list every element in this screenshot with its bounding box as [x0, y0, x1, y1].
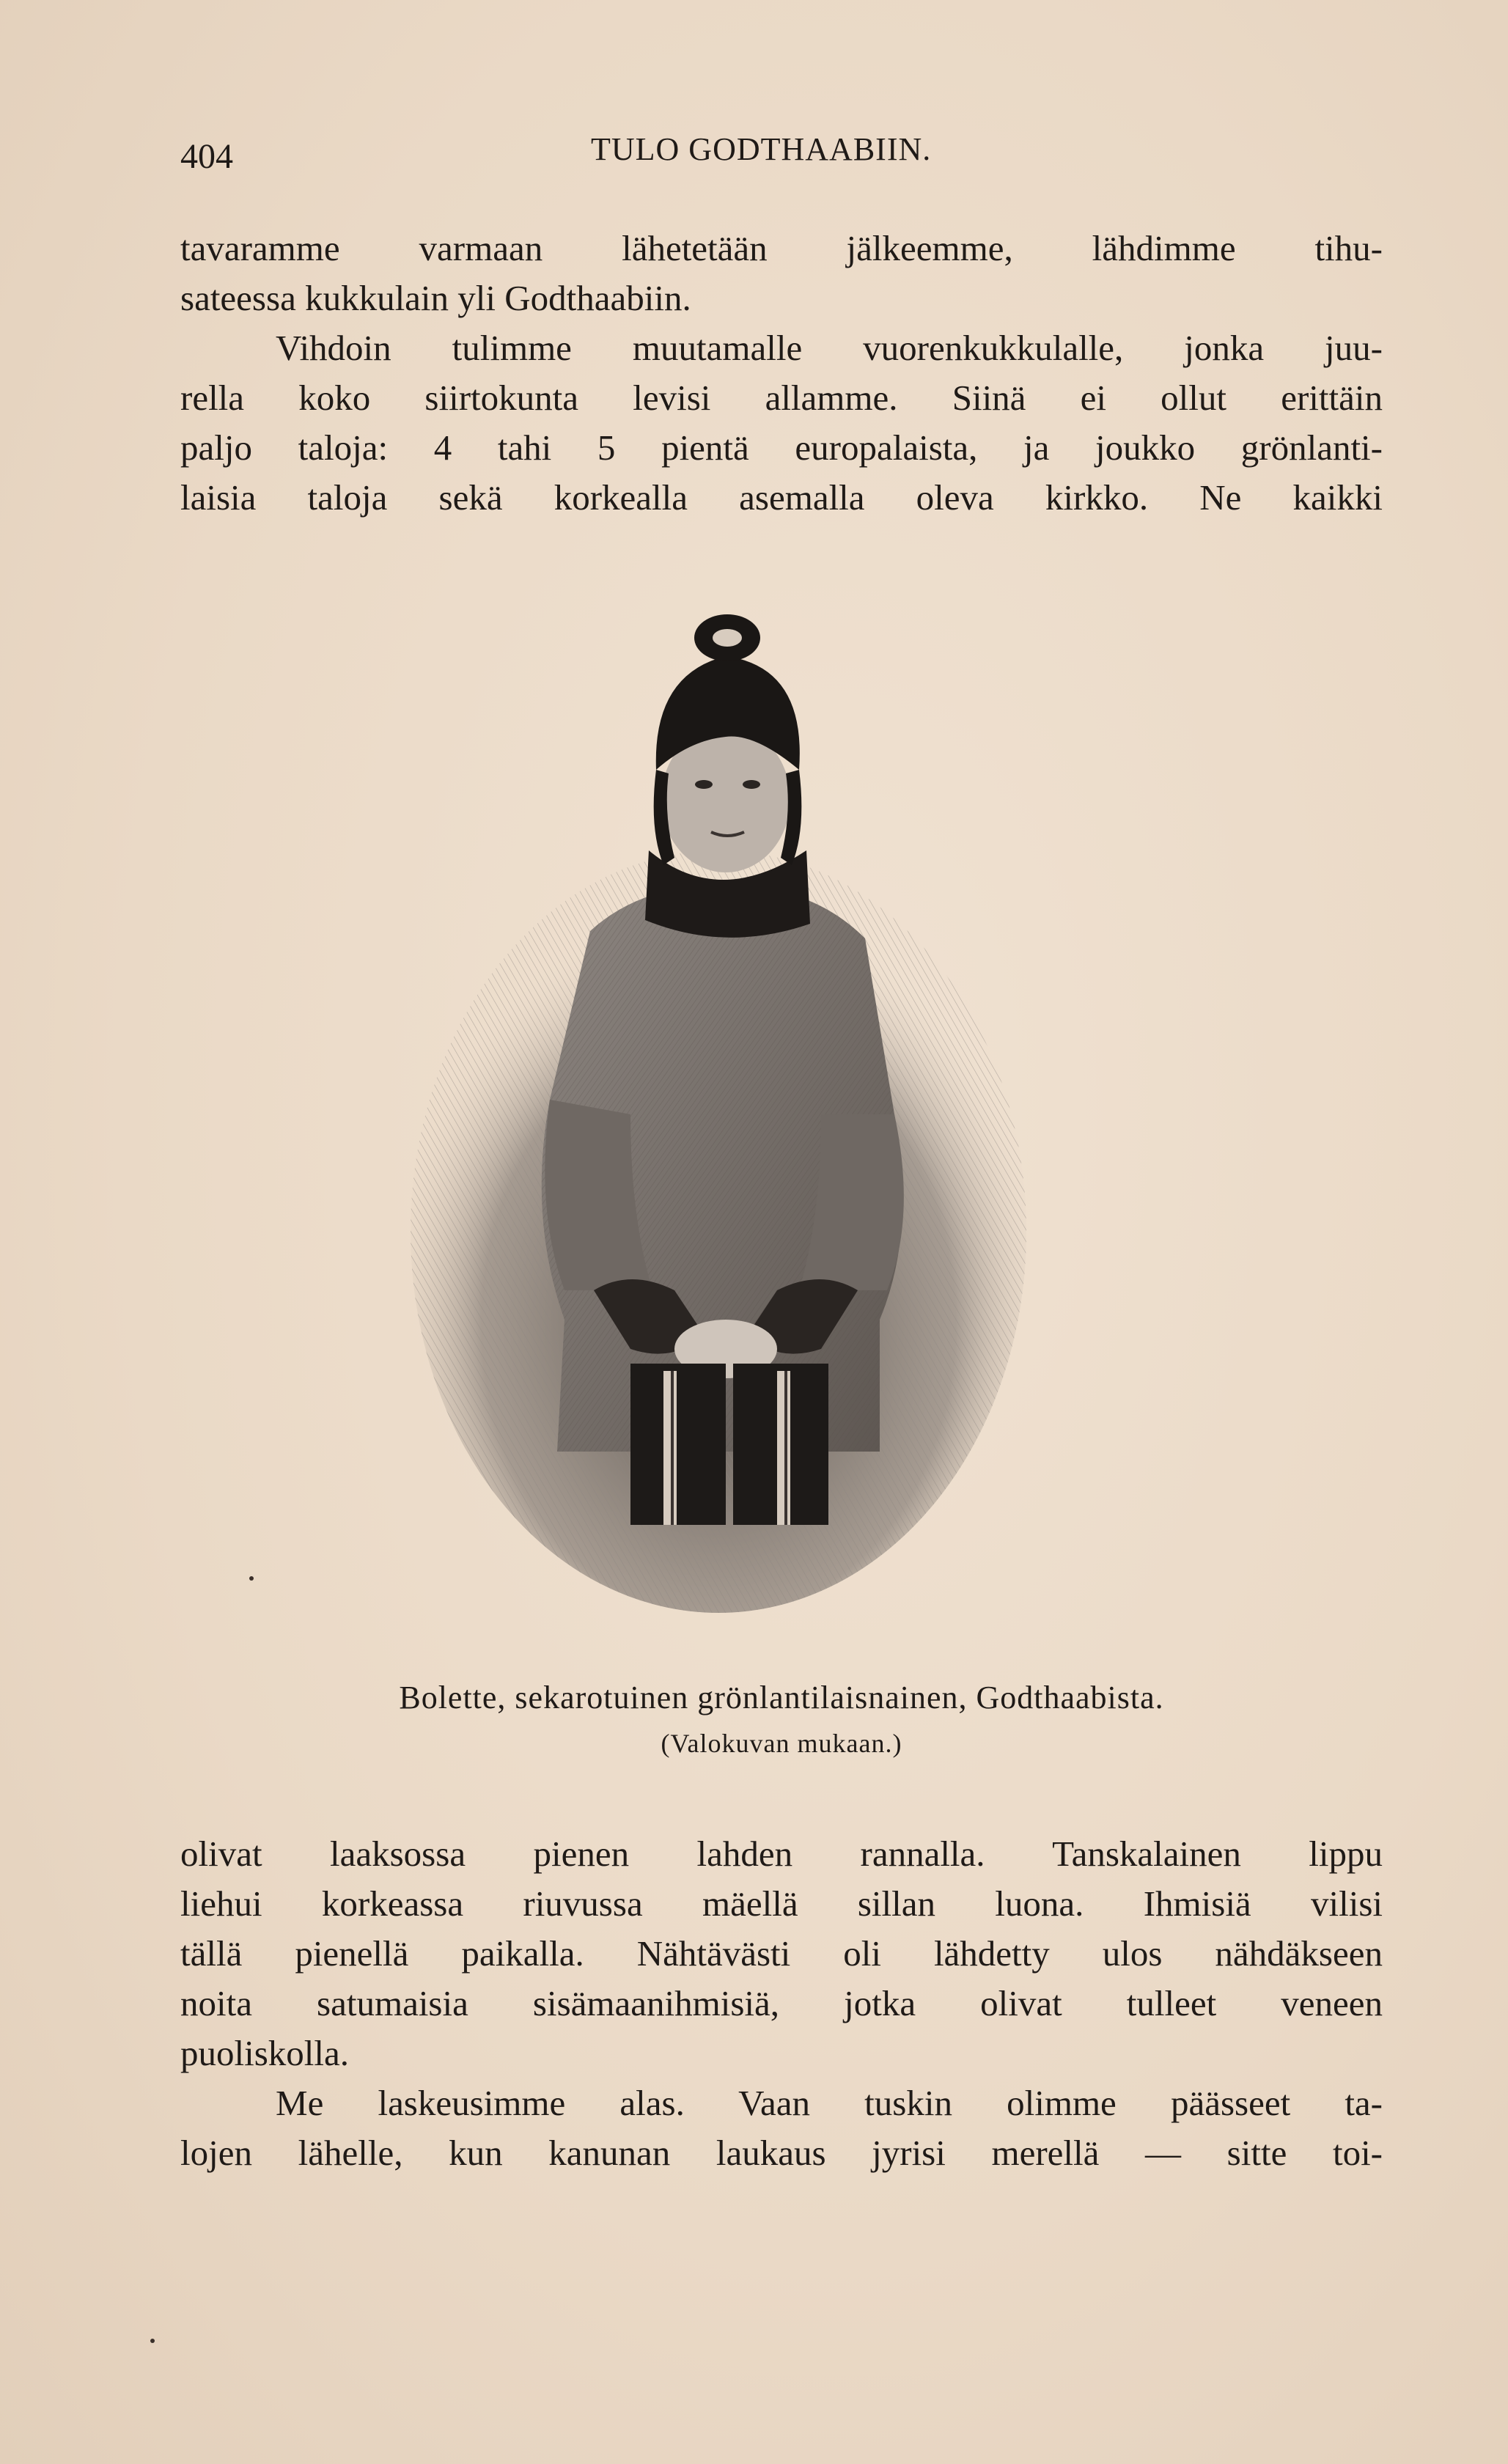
text-line: lojen lähelle, kun kanunan laukaus jyrisi merellä — sitte toi-	[180, 2133, 1383, 2173]
text-line: noita satumaisia sisämaanihmisiä, jotka olivat tulleet veneen	[180, 1983, 1383, 2023]
figure-caption	[180, 1679, 1383, 1759]
ink-speck	[150, 2339, 155, 2343]
left-trouser	[630, 1364, 726, 1525]
page-header	[180, 130, 1383, 182]
top-text-block	[180, 224, 1383, 523]
text-line: paljo taloja: 4 tahi 5 pientä europalaista, ja joukko grönlanti-	[180, 427, 1383, 468]
paragraph	[180, 323, 1383, 523]
text-line: rella koko siirtokunta levisi allamme. Siinä ei ollut erittäin	[180, 378, 1383, 418]
ink-speck	[249, 1576, 254, 1581]
text-line: laisia taloja sekä korkealla asemalla oleva kirkko. Ne kaikki	[180, 477, 1383, 518]
bottom-text-block	[180, 1829, 1383, 2178]
text-line: liehui korkeassa riuvussa mäellä sillan luona. Ihmisiä vilisi	[180, 1883, 1383, 1924]
running-title: TULO GODTHAABIIN.	[591, 131, 932, 167]
text-line: Me laskeusimme alas. Vaan tuskin olimme päässeet ta-	[276, 2083, 1383, 2123]
text-line: tavaramme varmaan lähetetään jälkeemme, lähdimme tihu-	[180, 228, 1383, 268]
portrait-engraving	[411, 586, 1041, 1657]
text-line: Vihdoin tulimme muutamalle vuorenkukkulalle, jonka juu-	[276, 328, 1383, 368]
text-line: sateessa kukkulain yli Godthaabiin.	[180, 278, 691, 318]
photo-source-note: (Valokuvan mukaan.)	[661, 1729, 902, 1758]
text-line: puoliskolla.	[180, 2033, 350, 2073]
paragraph	[180, 224, 1383, 323]
paragraph	[180, 2078, 1383, 2178]
text-line: olivat laaksossa pienen lahden rannalla. Tanskalainen lippu	[180, 1834, 1383, 1874]
paragraph	[180, 1829, 1383, 2078]
portrait-illustration	[411, 586, 1041, 1657]
caption-text: Bolette, sekarotuinen grönlantilaisnainen, Godthaabista.	[399, 1680, 1164, 1715]
text-line: tällä pienellä paikalla. Nähtävästi oli lähdetty ulos nähdäkseen	[180, 1933, 1383, 1974]
page-number: 404	[180, 137, 233, 176]
